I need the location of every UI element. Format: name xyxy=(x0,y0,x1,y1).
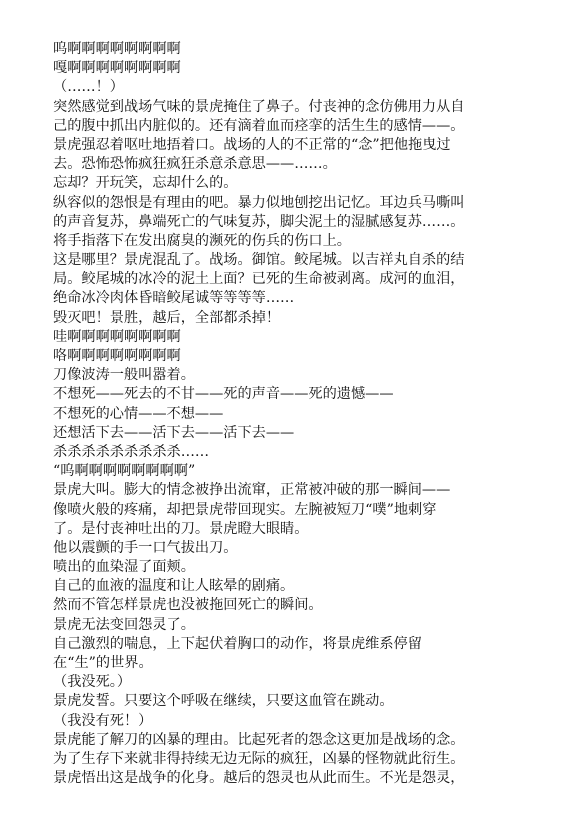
text-line: （我没死。） xyxy=(53,674,132,691)
text-line: （……！） xyxy=(53,79,124,96)
text-line: 景虎强忍着呕吐地捂着口。战场的人的不正常的“念”把他拖曳过 xyxy=(53,136,451,153)
text-line: 像喷火般的疼痛，却把景虎带回现实。左腕被短刀“噗”地刺穿 xyxy=(53,501,437,518)
text-line: 绝命冰冷肉体昏暗鲛尾诚等等等等…… xyxy=(53,290,295,307)
text-line: 然而不管怎样景虎也没被拖回死亡的瞬间。 xyxy=(53,597,323,614)
text-line: 这是哪里？景虎混乱了。战场。御馆。鲛尾城。以吉祥丸自杀的结 xyxy=(53,252,465,269)
text-line: 刀像波涛一般叫嚣着。 xyxy=(53,367,195,384)
text-line: 景虎悟出这是战争的化身。越后的怨灵也从此而生。不光是怨灵， xyxy=(53,770,465,787)
document-page xyxy=(53,40,543,788)
text-line: 不想死的心情——不想—— xyxy=(53,405,224,422)
text-line: 不想死——死去的不甘——死的声音——死的遗憾—— xyxy=(53,386,394,403)
text-line: 局。鲛尾城的冰冷的泥土上面？已死的生命被剥离。成河的血泪， xyxy=(53,271,465,288)
text-line: 喷出的血染湿了面颊。 xyxy=(53,559,195,576)
text-line: （我没有死！） xyxy=(53,712,153,729)
text-line: 的声音复苏，鼻端死亡的气味复苏，脚尖泥土的湿腻感复苏……。 xyxy=(53,213,465,230)
text-line: 在“生”的世界。 xyxy=(53,655,153,671)
text-line: 他以震颤的手一口气拔出刀。 xyxy=(53,539,238,556)
text-line: 毁灭吧！景胜，越后，全部都杀掉！ xyxy=(53,309,281,326)
text-line: 景虎发誓。只要这个呼吸在继续，只要这血管在跳动。 xyxy=(53,693,394,710)
text-line: 去。恐怖恐怖疯狂疯狂杀意杀意思——……。 xyxy=(53,156,337,173)
text-line: 景虎大叫。膨大的情念被挣出流窜，正常被冲破的那一瞬间—— xyxy=(53,482,451,499)
text-line: 己的腹中抓出内脏似的。还有滴着血而痉挛的活生生的感情——。 xyxy=(53,117,465,134)
text-line: 景虎能了解刀的凶暴的理由。比起死者的怨念这更加是战场的念。 xyxy=(53,731,465,748)
text-line: 突然感觉到战场气味的景虎掩住了鼻子。付丧神的念仿佛用力从自 xyxy=(53,98,465,115)
text-line: 自己激烈的喘息，上下起伏着胸口的动作，将景虎维系停留 xyxy=(53,635,422,652)
text-line: 哇啊啊啊啊啊啊啊啊 xyxy=(53,328,181,345)
text-line: 呜啊啊啊啊啊啊啊啊 xyxy=(53,41,181,57)
text-line: 咯啊啊啊啊啊啊啊啊 xyxy=(53,348,181,364)
text-line: 纵容似的怨恨是有理由的吧。暴力似地刨挖出记忆。耳边兵马嘶叫 xyxy=(53,194,465,211)
text-line: 还想活下去——活下去——活下去—— xyxy=(53,424,295,441)
text-line: “呜啊啊啊啊啊啊啊啊” xyxy=(53,463,196,480)
text-line: 为了生存下来就非得持续无边无际的疯狂，凶暴的怪物就此衍生。 xyxy=(53,750,465,767)
text-line: 忘却？开玩笑，忘却什么的。 xyxy=(53,175,238,192)
text-line: 杀杀杀杀杀杀杀杀杀…… xyxy=(53,443,210,460)
text-line: 将手指落下在发出腐臭的濒死的伤兵的伤口上。 xyxy=(53,232,351,249)
text-line: 景虎无法变回怨灵了。 xyxy=(53,616,195,633)
text-line: 嘎啊啊啊啊啊啊啊啊 xyxy=(53,60,181,77)
text-line: 自己的血液的温度和让人眩晕的剧痛。 xyxy=(53,578,295,595)
text-line: 了。是付丧神吐出的刀。景虎瞪大眼睛。 xyxy=(53,520,309,537)
